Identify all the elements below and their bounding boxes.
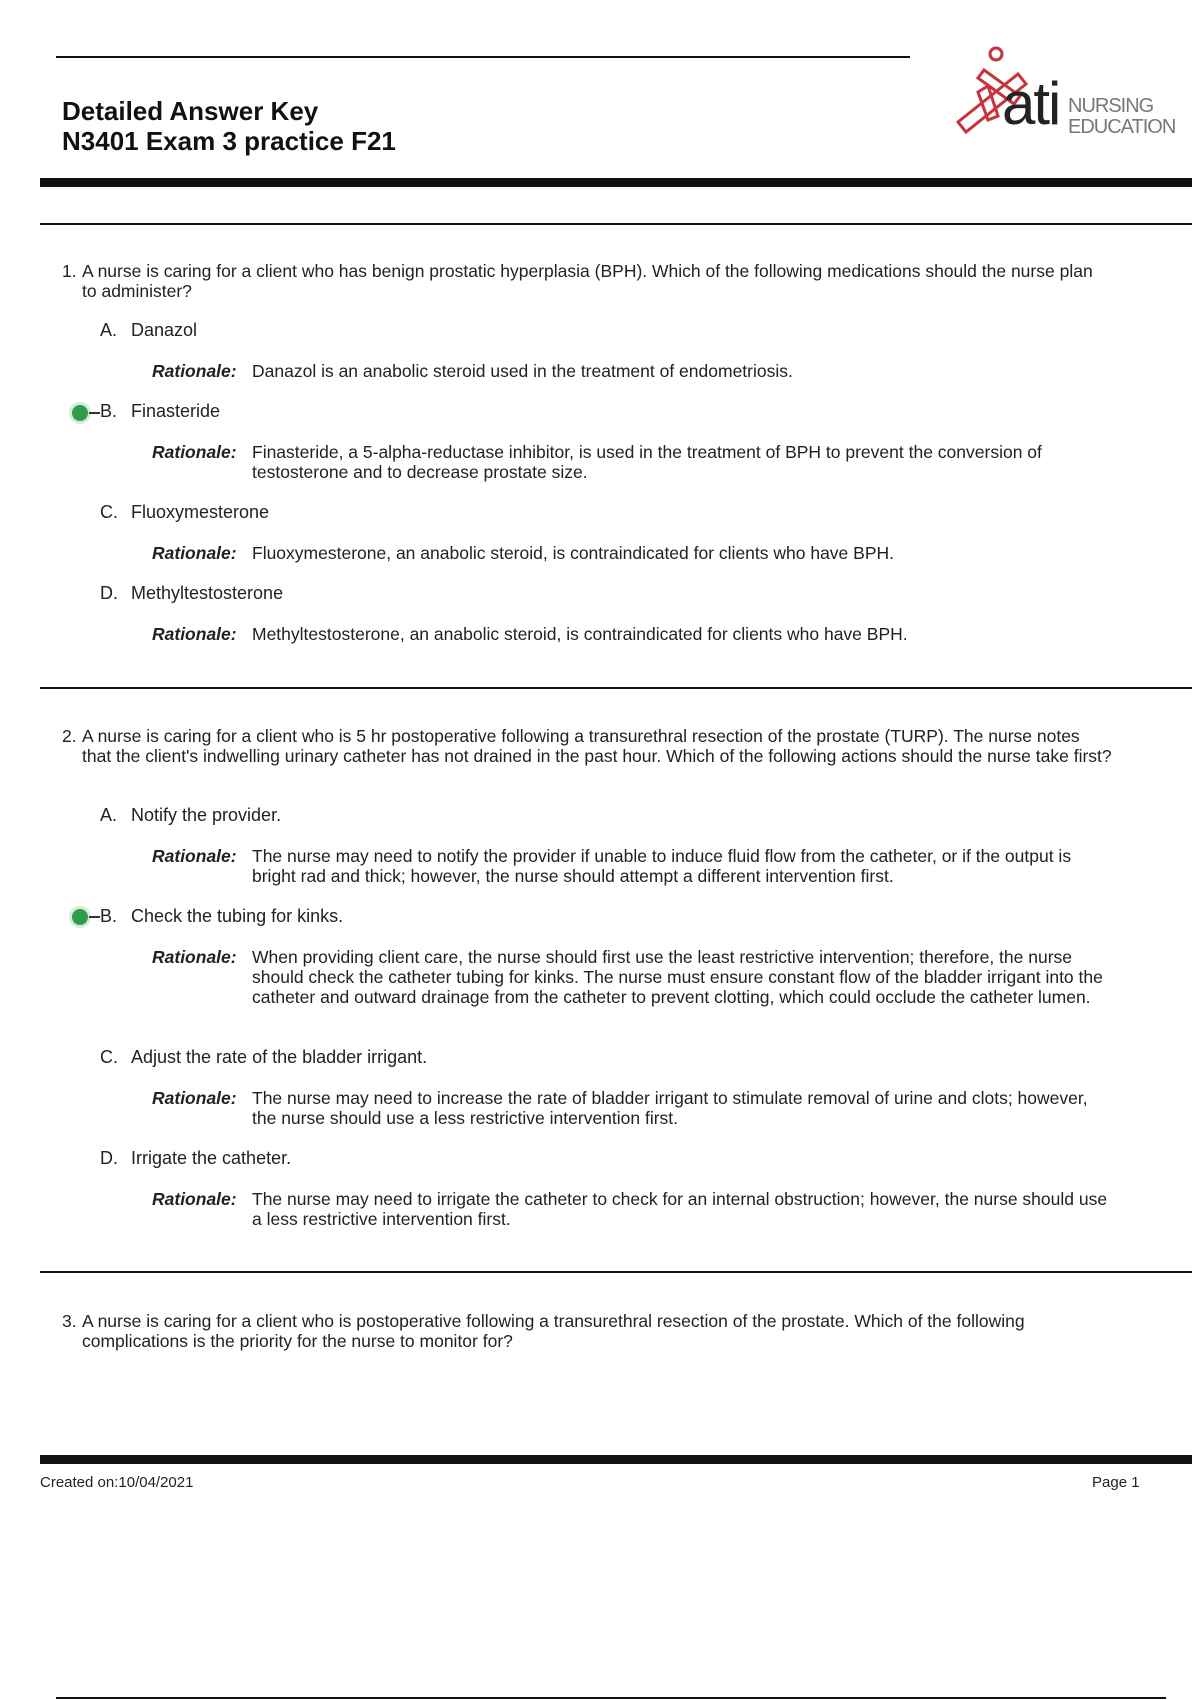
rationale-text: The nurse may need to irrigate the catheter to check for an internal obstruction; however, the nurse should use a less restrictive intervention first.	[252, 1189, 1108, 1229]
correct-answer-icon	[66, 400, 104, 426]
rationale-label: Rationale:	[152, 1088, 237, 1108]
header-top-rule	[56, 56, 910, 58]
question-number: 2.	[62, 726, 77, 746]
option-letter: C.	[100, 1047, 118, 1067]
option-text: Adjust the rate of the bladder irrigant.	[131, 1047, 428, 1067]
rationale-1b	[152, 442, 1112, 482]
question-divider	[40, 1271, 1192, 1273]
question-number: 3.	[62, 1311, 77, 1331]
option-letter: B.	[100, 401, 118, 421]
option-letter: D.	[100, 583, 118, 603]
answer-option-2b	[100, 906, 343, 926]
rationale-label: Rationale:	[152, 442, 237, 462]
question-divider	[40, 687, 1192, 689]
option-text: Fluoxymesterone	[131, 502, 270, 522]
rationale-1c	[152, 543, 1112, 563]
option-letter: A.	[100, 320, 118, 340]
option-text: Methyltestosterone	[131, 583, 284, 603]
rationale-text: The nurse may need to notify the provider if unable to induce fluid flow from the catheter, or if the output is bright rad and thick; however, the nurse should attempt a different intervention first.	[252, 846, 1072, 886]
answer-option-2a	[100, 805, 281, 825]
option-text: Danazol	[131, 320, 198, 340]
rationale-1d	[152, 624, 1112, 644]
rationale-1a	[152, 361, 1112, 381]
rationale-2c	[152, 1088, 1112, 1128]
header-thick-rule	[40, 178, 1192, 187]
option-text: Notify the provider.	[131, 805, 282, 825]
question-number: 1.	[62, 261, 77, 281]
answer-option-1d	[100, 583, 283, 603]
rationale-label: Rationale:	[152, 361, 237, 381]
answer-option-1b	[100, 401, 220, 421]
option-letter: B.	[100, 906, 118, 926]
option-letter: D.	[100, 1148, 118, 1168]
rationale-2a	[152, 846, 1112, 886]
option-text: Irrigate the catheter.	[131, 1148, 292, 1168]
rationale-2d	[152, 1189, 1112, 1229]
question-3	[62, 1311, 1112, 1351]
correct-answer-icon	[66, 904, 104, 930]
rationale-label: Rationale:	[152, 624, 237, 644]
ati-logo-subtext-2: EDUCATION	[1068, 116, 1176, 138]
answer-option-2c	[100, 1047, 427, 1067]
rationale-label: Rationale:	[152, 543, 237, 563]
rationale-label: Rationale:	[152, 947, 237, 967]
footer-thick-rule	[40, 1455, 1192, 1464]
question-text: A nurse is caring for a client who is postoperative following a transurethral resection of the prostate. Which of the following complications is the priority for the nurse to monitor for?	[82, 1311, 1025, 1351]
document-subtitle: N3401 Exam 3 practice F21	[62, 126, 396, 156]
answer-option-1c	[100, 502, 269, 522]
question-text: A nurse is caring for a client who has benign prostatic hyperplasia (BPH). Which of the following medications should the nurse plan to administer?	[82, 261, 1093, 301]
rationale-label: Rationale:	[152, 1189, 237, 1209]
document-title: Detailed Answer Key	[62, 96, 319, 126]
header-bottom-rule	[40, 223, 1192, 225]
answer-option-2d	[100, 1148, 291, 1168]
page-bottom-rule	[56, 1697, 1166, 1699]
rationale-text: The nurse may need to increase the rate of bladder irrigant to stimulate removal of urine and clots; however, the nurse should use a less restrictive intervention first.	[252, 1088, 1088, 1128]
ati-logo-text: ati	[1002, 70, 1060, 137]
rationale-text: Danazol is an anabolic steroid used in the treatment of endometriosis.	[252, 361, 793, 381]
question-text: A nurse is caring for a client who is 5 hr postoperative following a transurethral resection of the prostate (TURP). The nurse notes that the client's indwelling urinary catheter has not drained in the past hour. Which of the following actions should the nurse take first?	[82, 726, 1112, 766]
rationale-text: Fluoxymesterone, an anabolic steroid, is contraindicated for clients who have BPH.	[252, 543, 894, 563]
page-number: Page 1	[1092, 1474, 1140, 1491]
rationale-2b	[152, 947, 1112, 1007]
created-on-date: Created on:10/04/2021	[40, 1474, 194, 1491]
option-letter: A.	[100, 805, 118, 825]
rationale-label: Rationale:	[152, 846, 237, 866]
ati-logo	[948, 40, 1176, 150]
rationale-text: When providing client care, the nurse should first use the least restrictive intervention; therefore, the nurse should check the catheter tubing for kinks. The nurse must ensure constant flow of the bladder irrigant into the catheter and outward drainage from the catheter to prevent clotting, which could occlude the catheter lumen.	[252, 947, 1103, 1007]
rationale-text: Methyltestosterone, an anabolic steroid, is contraindicated for clients who have BPH.	[252, 624, 908, 644]
answer-option-1a	[100, 320, 197, 340]
rationale-text: Finasteride, a 5-alpha-reductase inhibitor, is used in the treatment of BPH to prevent the conversion of testosterone and to decrease prostate size.	[252, 442, 1042, 482]
option-text: Finasteride	[131, 401, 221, 421]
option-letter: C.	[100, 502, 118, 522]
question-1	[62, 261, 1112, 301]
question-2	[62, 726, 1112, 766]
ati-logo-subtext-1: NURSING	[1068, 95, 1154, 117]
option-text: Check the tubing for kinks.	[131, 906, 344, 926]
